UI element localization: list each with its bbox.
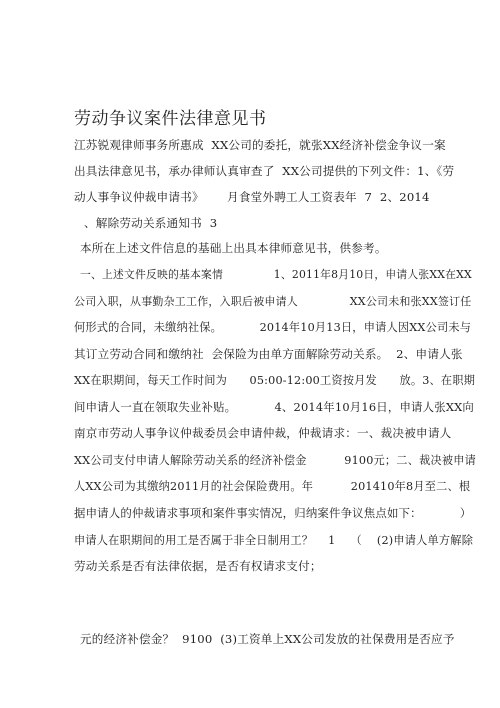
body-line-15: 据申请人的仲裁请求事项和案件事实情况，归纳案件争议焦点如下： ） <box>74 506 472 520</box>
body-line-12: 南京市劳动人事争议仲裁委员会申请仲裁，仲裁请求：一、裁决被申请人 <box>74 426 452 440</box>
body-line-3: 动人事争议仲裁申请书》 月食堂外聘工人工资表年 7 2、2014 <box>74 190 430 204</box>
body-line-9: 其订立劳动合同和缴纳社 会保险为由单方面解除劳动关系。 2、申请人张 <box>74 347 463 361</box>
body-line-7: 公司入职，从事勤杂工工作，入职后被申请人 XX公司未和张XX签订任 <box>74 295 472 308</box>
document-title: 劳动争议案件法律意见书 <box>74 109 267 129</box>
body-line-18: 元的经济补偿金？ 9100 (3)工资单上XX公司发放的社保费用是否应予 <box>80 632 455 646</box>
body-line-2: 出具法律意见书，承办律师认真审查了 XX公司提供的下列文件：1、《劳 <box>74 164 455 178</box>
body-line-13: XX公司支付申请人解除劳动关系的经济补偿金 9100元；二、裁决被申请 <box>74 454 477 467</box>
body-line-14: 人XX公司为其缴纳2011月的社会保险费用。年 201410年8月至二、根 <box>74 480 471 493</box>
body-line-6: 一、上述文件反映的基本案情 1、2011年8月10日，申请人张XX在XX <box>80 268 472 281</box>
body-line-4: 、解除劳动关系通知书 3 <box>84 216 218 230</box>
body-line-17: 劳动关系是否有法律依据，是否有权请求支付； <box>74 559 322 573</box>
body-line-11: 间申请人一直在领取失业补贴。 4、2014年10月16日，申请人张XX向 <box>74 400 475 414</box>
body-line-10: XX在职期间，每天工作时间为 05:00-12:00工资按月发 放。3、在职期 <box>74 374 476 387</box>
body-line-8: 何形式的合同，未缴纳社保。 2014年10月13日，申请人因XX公司未与 <box>74 321 472 334</box>
body-line-1: 江苏锐观律师事务所惠成 XX公司的委托，就张XX经济补偿金争议一案 <box>74 138 446 152</box>
body-line-16: 申请人在职期间的用工是否属于非全日制用工？ 1 （ (2)申请人单方解除 <box>74 534 474 547</box>
body-line-5: 本所在上述文件信息的基础上出具本律师意见书，供参考。 <box>80 241 387 255</box>
